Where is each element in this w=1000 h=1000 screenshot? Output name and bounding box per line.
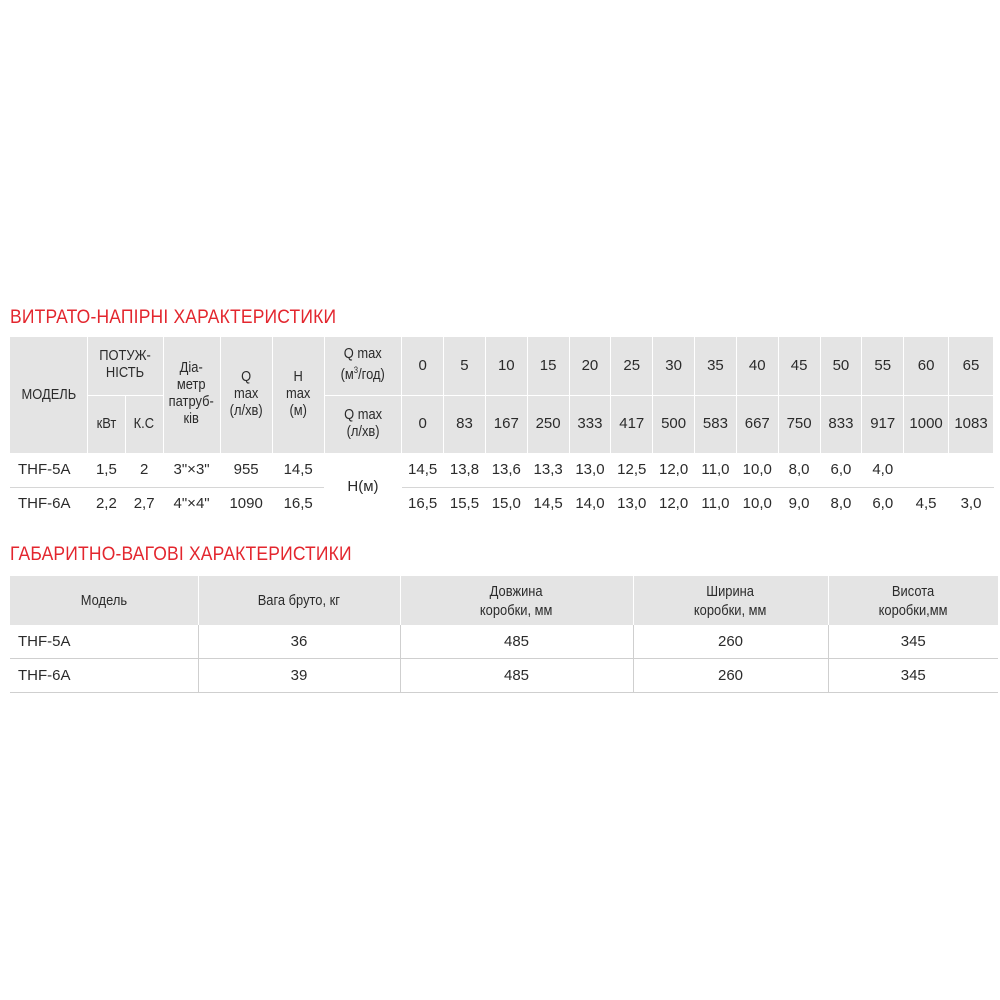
table-row [10,659,998,693]
header-hmax: H max (м) [272,337,324,453]
model-cell: THF-5A [10,625,198,659]
head-cell: 4,5 [915,495,937,512]
head-cell: 11,0 [695,453,737,487]
flow-lmin-cell: 1000 [904,395,949,453]
weight-cell: 36 [198,625,400,659]
header-model: Модель [10,576,198,625]
flow-lmin-cell: 0 [402,395,444,453]
flow-lmin-cell: 583 [695,395,737,453]
qmax-cell: 955 [220,453,272,487]
header-qmax: Q max (л/хв) [220,337,272,453]
header-height: Висота коробки,мм [828,576,998,625]
head-cell [949,453,994,487]
flow-m3h-cell: 30 [653,337,695,395]
head-cell: 13,0 [569,453,611,487]
diameter-cell: 4"×4" [173,495,210,512]
flow-lmin-cell: 417 [611,395,653,453]
performance-section-title: ВИТРАТО-НАПІРНІ ХАРАКТЕРИСТИКИ [10,307,337,328]
table-row [10,625,998,659]
head-cell: 10,0 [742,495,772,512]
header-diameter: Діа- метр патруб- ків [163,337,220,453]
width-cell: 260 [633,659,828,693]
head-unit-label: H(м) [324,453,402,521]
header-hp: К.С [125,395,163,453]
header-kw: кВт [88,395,126,453]
flow-lmin-cell: 167 [485,395,527,453]
flow-lmin-cell: 750 [778,395,820,453]
header-length: Довжина коробки, мм [400,576,633,625]
flow-m3h-cell: 20 [569,337,611,395]
qmax-cell: 1090 [229,495,263,512]
header-width: Ширина коробки, мм [633,576,828,625]
performance-table [10,337,994,521]
model-cell: THF-6A [10,659,198,693]
head-cell: 9,0 [788,495,810,512]
head-cell: 13,3 [527,453,569,487]
head-cell: 14,5 [533,495,563,512]
kw-cell: 2,2 [95,495,117,512]
dimensions-section-title: ГАБАРИТНО-ВАГОВІ ХАРАКТЕРИСТИКИ [10,544,352,565]
head-cell: 13,6 [485,453,527,487]
head-cell: 6,0 [872,495,894,512]
flow-m3h-cell: 40 [736,337,778,395]
diameter-cell: 3"×3" [163,453,220,487]
height-cell: 345 [828,659,998,693]
head-cell: 3,0 [960,495,982,512]
flow-m3h-cell: 0 [402,337,444,395]
flow-lmin-cell: 83 [444,395,486,453]
table-row [10,487,994,521]
head-cell: 15,5 [449,495,480,512]
length-cell: 485 [400,625,633,659]
head-cell: 8,0 [830,495,852,512]
flow-m3h-cell: 10 [485,337,527,395]
flow-lmin-cell: 250 [527,395,569,453]
flow-lmin-cell: 667 [736,395,778,453]
head-cell: 8,0 [778,453,820,487]
head-cell: 16,5 [408,495,438,512]
header-power: ПОТУЖ- НІСТЬ [88,337,163,395]
model-cell: THF-6A [18,495,71,512]
table-row [10,453,994,487]
head-cell: 12,5 [611,453,653,487]
flow-lmin-cell: 333 [569,395,611,453]
height-cell: 345 [828,625,998,659]
header-qmax-lmin: Q max (л/хв) [324,395,402,453]
flow-m3h-cell: 5 [444,337,486,395]
flow-lmin-cell: 500 [653,395,695,453]
width-cell: 260 [633,625,828,659]
hmax-cell: 14,5 [272,453,324,487]
head-cell: 13,8 [444,453,486,487]
flow-m3h-cell: 60 [904,337,949,395]
hp-cell: 2,7 [133,495,155,512]
hmax-cell: 16,5 [283,495,313,512]
header-qmax-m3h: Q max $(м^3/год)$ [324,337,402,395]
head-cell: 15,0 [491,495,521,512]
flow-m3h-cell: 65 [949,337,994,395]
head-cell: 12,0 [659,495,689,512]
flow-lmin-cell: 917 [862,395,904,453]
flow-m3h-cell: 35 [695,337,737,395]
head-cell: 11,0 [701,495,730,512]
dimensions-table [10,576,999,693]
flow-m3h-cell: 45 [778,337,820,395]
header-weight: Вага бруто, кг [198,576,400,625]
header-model: МОДЕЛЬ [10,337,88,453]
flow-m3h-cell: 15 [527,337,569,395]
head-cell: 4,0 [862,453,904,487]
head-cell: 12,0 [653,453,695,487]
flow-lmin-cell: 1083 [949,395,994,453]
flow-m3h-cell: 50 [820,337,862,395]
hp-cell: 2 [125,453,163,487]
flow-m3h-cell: 25 [611,337,653,395]
head-cell: 14,5 [402,453,444,487]
flow-lmin-cell: 833 [820,395,862,453]
length-cell: 485 [400,659,633,693]
head-cell: 14,0 [575,495,605,512]
weight-cell: 39 [198,659,400,693]
flow-m3h-cell: 55 [862,337,904,395]
head-cell: 6,0 [820,453,862,487]
model-cell: THF-5A [10,453,88,487]
kw-cell: 1,5 [88,453,126,487]
head-cell [904,453,949,487]
head-cell: 10,0 [736,453,778,487]
head-cell: 13,0 [617,495,647,512]
